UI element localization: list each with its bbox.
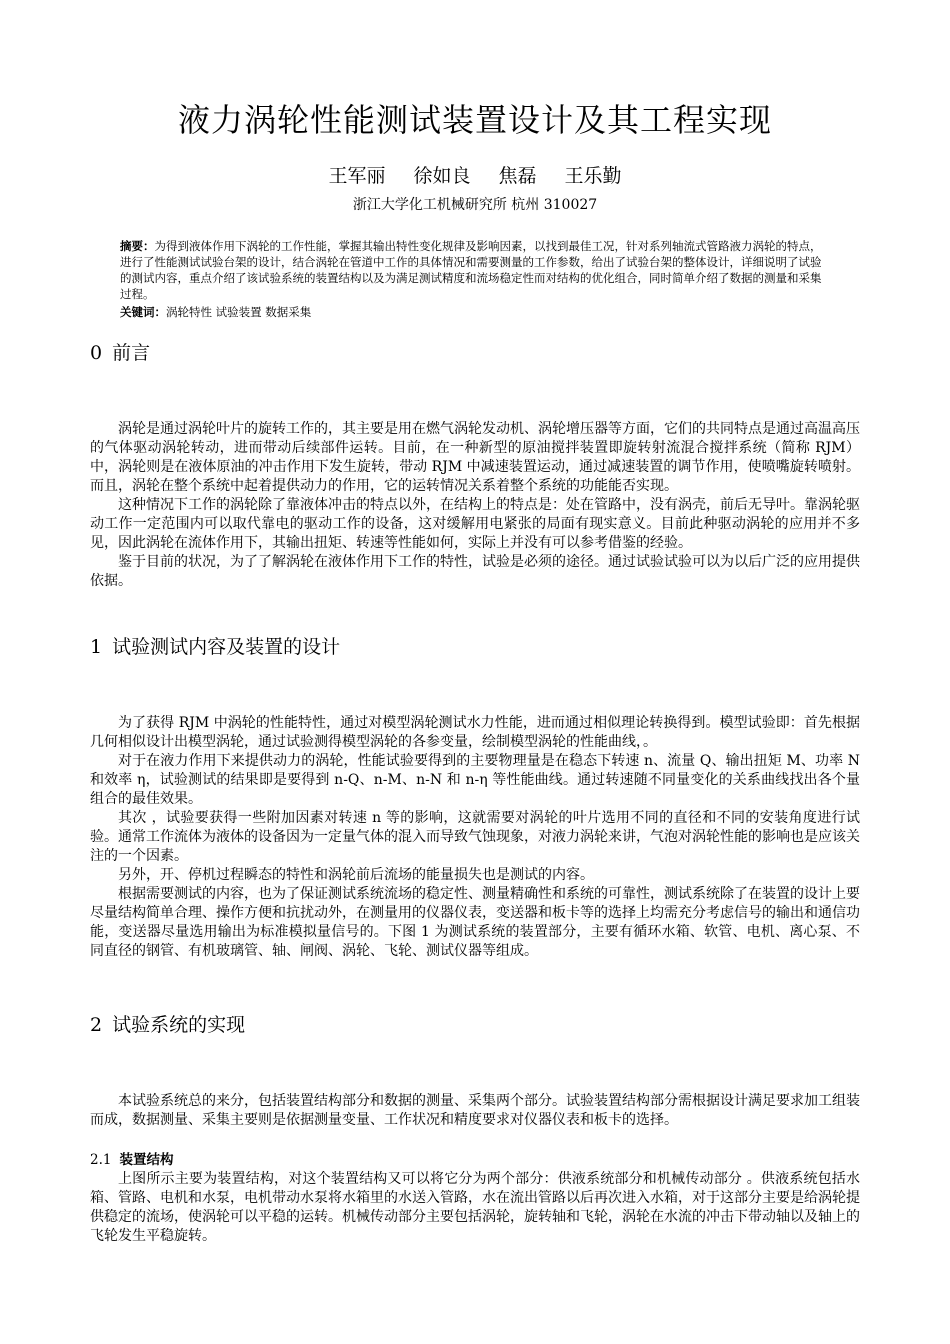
- abstract-text: 为得到液体作用下涡轮的工作性能，掌握其输出特性变化规律及影响因素，以找到最佳工况，针对系列轴流式管路液力涡轮的特点，进行了性能测试试验台架的设计，结合涡轮在管道中工作的具体情况和需要测量的工作参数，给出了试验台架的整体设计，详细说明了试验的测试内容，重点介绍了该试验系统的装置结构以及为满足测试精度和流场稳定性而对结构的优化组合，同时简单介绍了数据的测量和采集过程。: [120, 239, 822, 301]
- paragraph: 对于在液力作用下来提供动力的涡轮，性能试验要得到的主要物理量是在稳态下转速 n、流量 Q、输出扭矩 M、功率 N 和效率 η，试验测试的结果即是要得到 n-Q、n-M、n-N 和 n-η 等性能曲线。通过转速随不同量变化的关系曲线找出各个量组合的最佳效果。: [90, 753, 860, 807]
- keywords: [120, 304, 832, 320]
- section-heading-1: [90, 634, 340, 660]
- section-heading-0: [90, 340, 150, 366]
- paper-title: 液力涡轮性能测试装置设计及其工程实现: [177, 101, 772, 139]
- paragraph: 另外，开、停机过程瞬态的特性和涡轮前后流场的能量损失也是测试的内容。: [118, 867, 594, 883]
- subsection-body-2-1: [90, 1170, 860, 1246]
- section-number: 1: [90, 636, 103, 658]
- paragraph: 本试验系统总的来分，包括装置结构部分和数据的测量、采集两个部分。试验装置结构部分需根据设计满足要求加工组装而成，数据测量、采集主要则是依据测量变量、工作状况和精度要求对仪器仪表和板卡的选择。: [90, 1093, 860, 1128]
- paragraph: 根据需要测试的内容，也为了保证测试系统流场的稳定性、测量精确性和系统的可靠性，测试系统除了在装置的设计上要尽量结构简单合理、操作方便和抗扰动外，在测量用的仪器仪表，变送器和板卡等的选择上均需充分考虑信号的输出和通信功能，变送器尽量选用输出为标准模拟量信号的。下图 1 为测试系统的装置部分，主要有循环水箱、软管、电机、离心泵、不同直径的钢管、有机玻璃管、轴、闸阀、涡轮、飞轮、测试仪器等组成。: [90, 886, 860, 959]
- subsection-number: 2.1: [90, 1152, 112, 1168]
- paragraph: 涡轮是通过涡轮叶片的旋转工作的，其主要是用在燃气涡轮发动机、涡轮增压器等方面，它们的共同特点是通过高温高压的气体驱动涡轮转动，进而带动后续部件运转。目前，在一种新型的原油搅拌装置即旋转射流混合搅拌系统（简称 RJM）中，涡轮则是在液体原油的冲击作用下发生旋转，带动 RJM 中减速装置运动，通过减速装置的调节作用，使喷嘴旋转喷射。而且，涡轮在整个系统中起着提供动力的作用，它的运转情况关系着整个系统的功能能否实现。: [90, 421, 860, 494]
- section-title: 前言: [112, 342, 151, 364]
- section-body-2: [90, 1092, 860, 1130]
- keywords-text: 涡轮特性 试验装置 数据采集: [166, 305, 312, 319]
- section-heading-2: [90, 1012, 245, 1038]
- keywords-label: 关键词：: [120, 305, 166, 319]
- author-list: 王军丽 徐如良 焦磊 王乐勤: [328, 165, 622, 187]
- subsection-heading-2-1: [90, 1150, 173, 1170]
- section-title: 试验测试内容及装置的设计: [112, 636, 341, 658]
- paragraph: 鉴于目前的状况，为了了解涡轮在液体作用下工作的特性，试验是必须的途径。通过试验试验可以为以后广泛的应用提供依据。: [90, 554, 860, 589]
- section-body-1: [90, 714, 860, 961]
- section-title: 试验系统的实现: [112, 1014, 246, 1036]
- paragraph: 这种情况下工作的涡轮除了靠液体冲击的特点以外，在结构上的特点是：处在管路中，没有涡壳，前后无导叶。靠涡轮驱动工作一定范围内可以取代靠电的驱动工作的设备，这对缓解用电紧张的局面有现实意义。目前此种驱动涡轮的应用并不多见，因此涡轮在流体作用下，其输出扭矩、转速等性能如何，实际上并没有可以参考借鉴的经验。: [90, 497, 860, 551]
- section-number: 2: [90, 1014, 103, 1036]
- affiliation: 浙江大学化工机械研究所 杭州 310027: [352, 197, 598, 213]
- paragraph: 为了获得 RJM 中涡轮的性能特性，通过对模型涡轮测试水力性能，进而通过相似理论转换得到。模型试验即：首先根据几何相似设计出模型涡轮，通过试验测得模型涡轮的各参变量，绘制模型涡轮的性能曲线，。: [90, 715, 860, 750]
- abstract: [120, 238, 832, 302]
- subsection-title: 装置结构: [119, 1152, 174, 1168]
- paragraph: 其次 ，试验要获得一些附加因素对转速 n 等的影响，这就需要对涡轮的叶片选用不同的直径和不同的安装角度进行试验。通常工作流体为液体的设备因为一定量气体的混入而导致气蚀现象，对液力涡轮来讲，气泡对涡轮性能的影响也是应该关注的一个因素。: [90, 810, 860, 864]
- section-body-0: [90, 420, 860, 591]
- paragraph: 上图所示主要为装置结构，对这个装置结构又可以将它分为两个部分：供液系统部分和机械传动部分 。供液系统包括水箱、管路、电机和水泵，电机带动水泵将水箱里的水送入管路，水在流出管路以后再次进入水箱，对于这部分主要是给涡轮提供稳定的流场，使涡轮可以平稳的运转。机械传动部分主要包括涡轮，旋转轴和飞轮，涡轮在水流的冲击下带动轴以及轴上的飞轮发生平稳旋转。: [90, 1171, 860, 1244]
- section-number: 0: [90, 342, 103, 364]
- abstract-label: 摘要：: [120, 239, 155, 253]
